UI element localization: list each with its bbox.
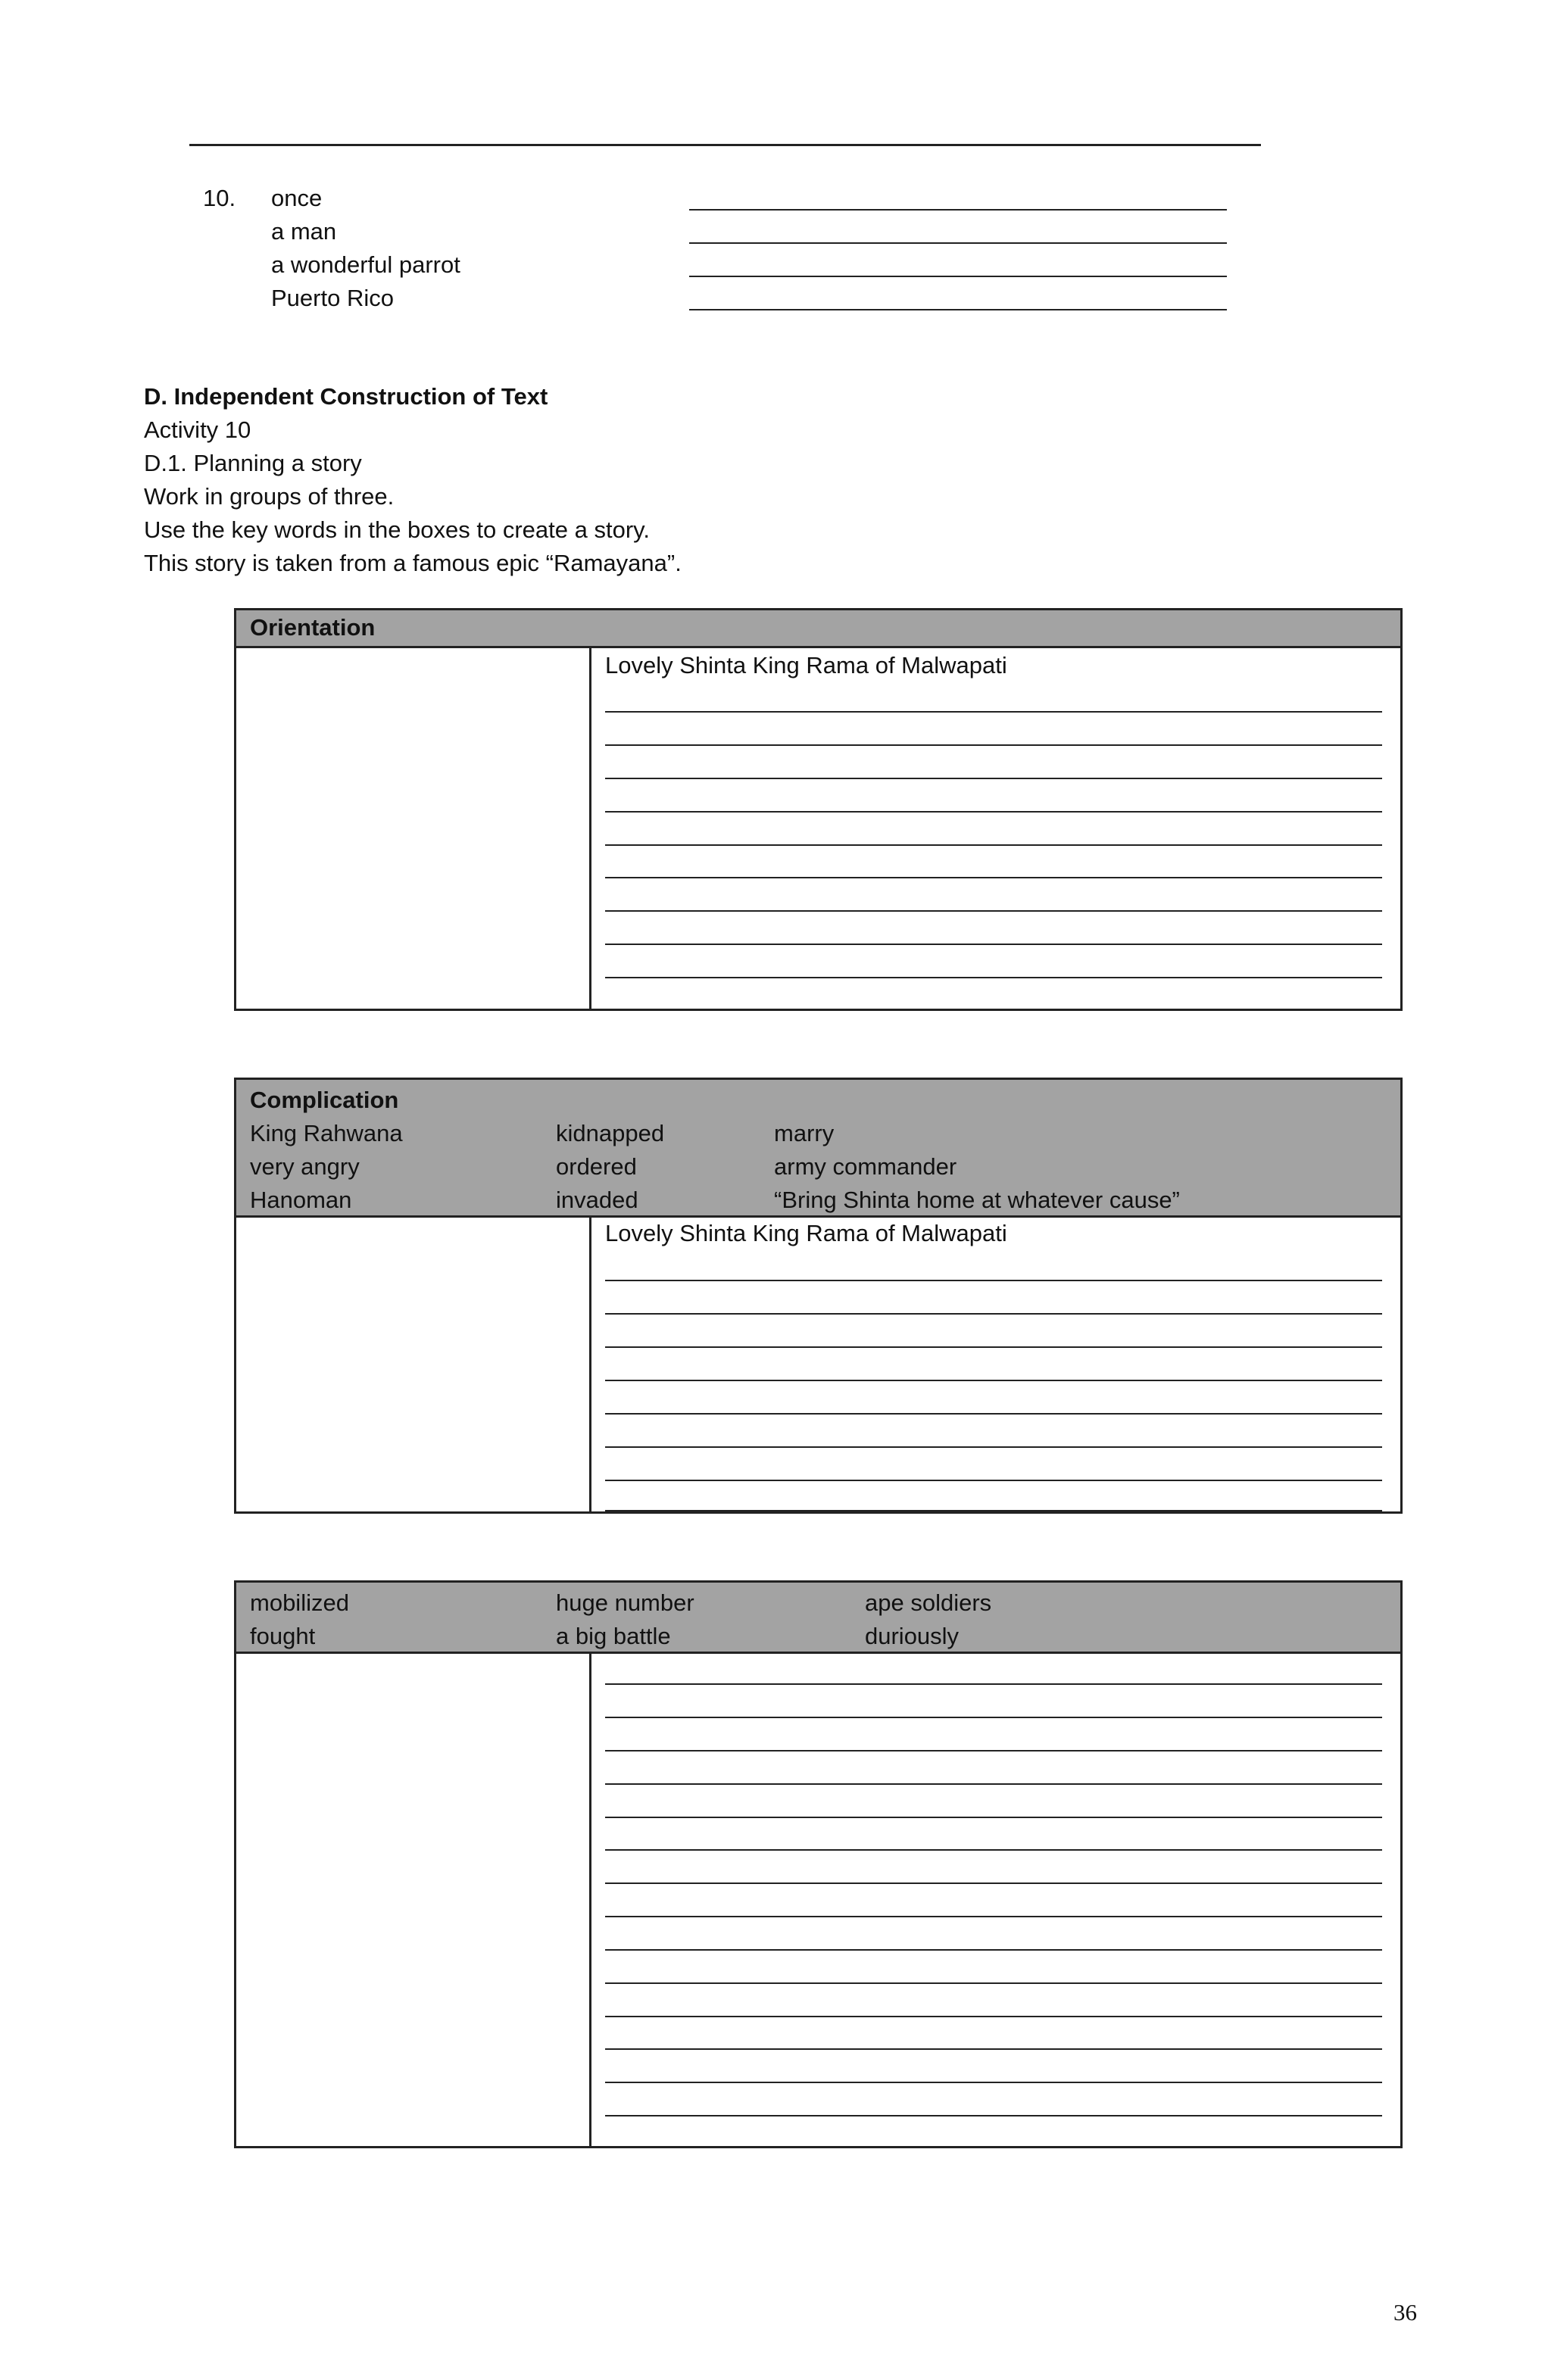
exercise-word: a man bbox=[271, 218, 337, 245]
writing-line[interactable] bbox=[605, 744, 1382, 746]
keyword: Hanoman bbox=[250, 1187, 352, 1213]
writing-line[interactable] bbox=[605, 711, 1382, 713]
orientation-text: Lovely Shinta King Rama of Malwapati bbox=[605, 652, 1007, 678]
writing-line[interactable] bbox=[605, 1446, 1382, 1448]
instruction-line: Activity 10 bbox=[144, 416, 251, 443]
keyword: marry bbox=[774, 1120, 835, 1146]
instruction-line: D.1. Planning a story bbox=[144, 450, 362, 476]
complication-text: Lovely Shinta King Rama of Malwapati bbox=[605, 1220, 1007, 1246]
writing-line[interactable] bbox=[605, 910, 1382, 912]
top-rule bbox=[189, 144, 1261, 146]
writing-line[interactable] bbox=[605, 1683, 1382, 1685]
writing-line[interactable] bbox=[605, 778, 1382, 779]
instruction-line: Work in groups of three. bbox=[144, 483, 395, 510]
keyword: “Bring Shinta home at whatever cause” bbox=[774, 1187, 1180, 1213]
keyword: kidnapped bbox=[556, 1120, 665, 1146]
writing-line[interactable] bbox=[605, 1480, 1382, 1481]
writing-line[interactable] bbox=[605, 1280, 1382, 1281]
page-number: 36 bbox=[1393, 2299, 1417, 2325]
keyword: ape soldiers bbox=[865, 1589, 992, 1616]
keyword: ordered bbox=[556, 1153, 637, 1180]
writing-line[interactable] bbox=[605, 1380, 1382, 1381]
writing-line[interactable] bbox=[605, 1849, 1382, 1851]
section-heading: D. Independent Construction of Text bbox=[144, 383, 548, 410]
resolution-header bbox=[236, 1583, 1400, 1654]
writing-line[interactable] bbox=[605, 1717, 1382, 1718]
writing-line[interactable] bbox=[605, 877, 1382, 878]
writing-line[interactable] bbox=[605, 1949, 1382, 1951]
exercise-word: a wonderful parrot bbox=[271, 251, 460, 278]
orientation-title: Orientation bbox=[250, 614, 376, 641]
writing-line[interactable] bbox=[605, 1783, 1382, 1785]
exercise-word: Puerto Rico bbox=[271, 285, 394, 311]
answer-line[interactable] bbox=[689, 209, 1227, 211]
keyword: mobilized bbox=[250, 1589, 349, 1616]
answer-line[interactable] bbox=[689, 242, 1227, 244]
writing-line[interactable] bbox=[605, 811, 1382, 813]
keyword: a big battle bbox=[556, 1623, 671, 1649]
writing-line[interactable] bbox=[605, 1313, 1382, 1315]
answer-line[interactable] bbox=[689, 309, 1227, 310]
writing-line[interactable] bbox=[605, 1510, 1382, 1511]
writing-line[interactable] bbox=[605, 944, 1382, 945]
keyword: duriously bbox=[865, 1623, 960, 1649]
column-divider bbox=[589, 1652, 591, 2146]
complication-box bbox=[234, 1078, 1403, 1514]
keyword: army commander bbox=[774, 1153, 957, 1180]
keyword: King Rahwana bbox=[250, 1120, 403, 1146]
writing-line[interactable] bbox=[605, 2016, 1382, 2017]
writing-line[interactable] bbox=[605, 1750, 1382, 1751]
column-divider bbox=[589, 1215, 591, 1511]
instruction-line: This story is taken from a famous epic “Ramayana”. bbox=[144, 550, 682, 576]
writing-line[interactable] bbox=[605, 1413, 1382, 1415]
orientation-header bbox=[236, 610, 1400, 648]
complication-header bbox=[236, 1080, 1400, 1218]
writing-line[interactable] bbox=[605, 2082, 1382, 2083]
writing-line[interactable] bbox=[605, 977, 1382, 978]
keyword: fought bbox=[250, 1623, 316, 1649]
writing-line[interactable] bbox=[605, 1817, 1382, 1818]
complication-title: Complication bbox=[250, 1087, 399, 1113]
keyword: huge number bbox=[556, 1589, 694, 1616]
exercise-number: 10. bbox=[203, 185, 236, 211]
section-d bbox=[144, 380, 682, 580]
writing-line[interactable] bbox=[605, 844, 1382, 846]
writing-line[interactable] bbox=[605, 1346, 1382, 1348]
writing-line[interactable] bbox=[605, 2115, 1382, 2116]
orientation-box bbox=[234, 608, 1403, 1011]
column-divider bbox=[589, 646, 591, 1009]
writing-line[interactable] bbox=[605, 1916, 1382, 1917]
answer-line[interactable] bbox=[689, 276, 1227, 277]
keyword: invaded bbox=[556, 1187, 638, 1213]
resolution-box bbox=[234, 1580, 1403, 2148]
writing-line[interactable] bbox=[605, 1882, 1382, 1884]
writing-line[interactable] bbox=[605, 2048, 1382, 2050]
exercise-word: once bbox=[271, 185, 323, 211]
instruction-line: Use the key words in the boxes to create a story. bbox=[144, 516, 650, 543]
writing-line[interactable] bbox=[605, 1982, 1382, 1984]
keyword: very angry bbox=[250, 1153, 360, 1180]
